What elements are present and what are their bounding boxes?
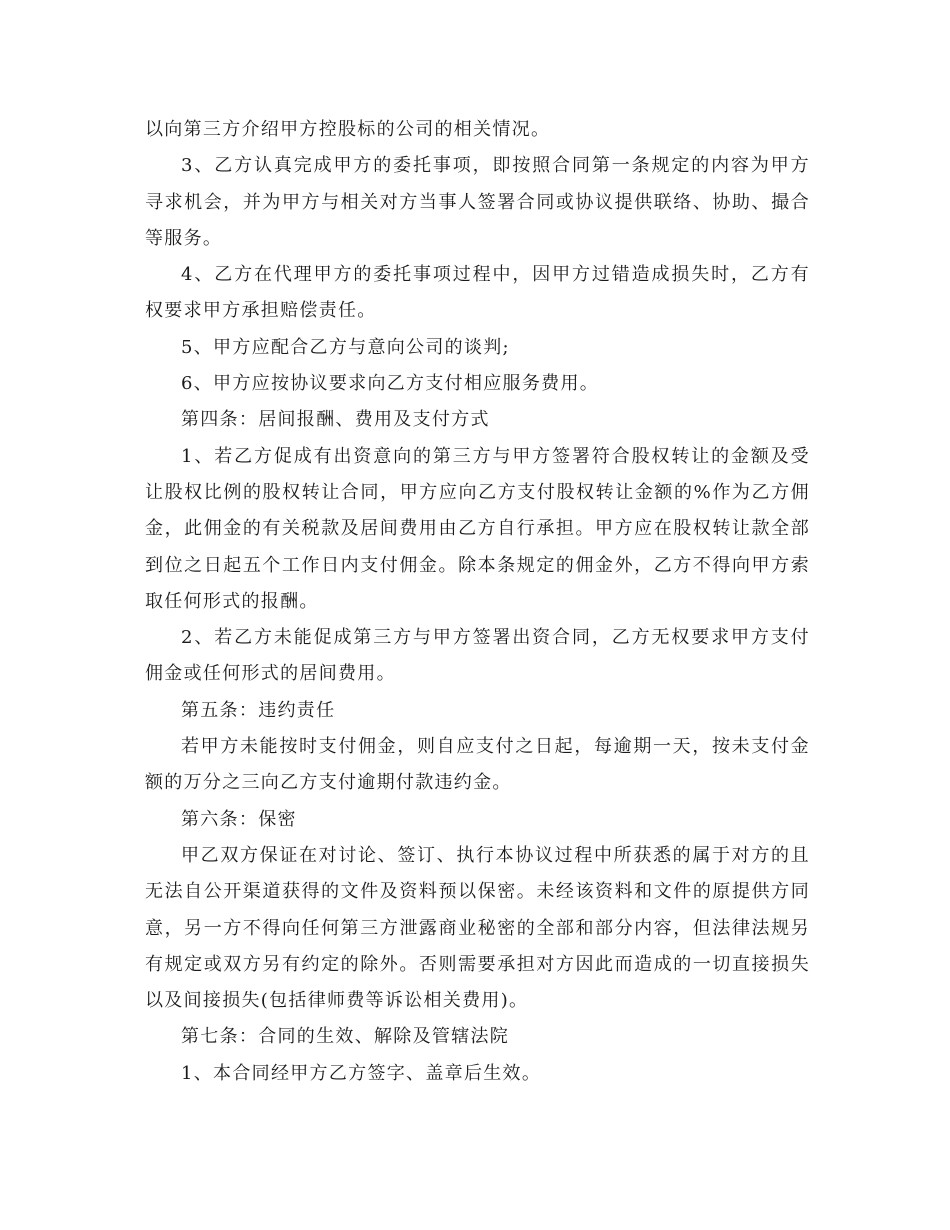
paragraph-clause-3: 3、乙方认真完成甲方的委托事项，即按照合同第一条规定的内容为甲方寻求机会，并为甲方与相关对方当事人签署合同或协议提供联络、协助、撮合等服务。 xyxy=(145,155,810,249)
paragraph-confidentiality: 甲乙双方保证在对讨论、签订、执行本协议过程中所获悉的属于对方的且无法自公开渠道获得的文件及资料预以保密。未经该资料和文件的原提供方同意，另一方不得向任何第三方泄露商业秘密的全部和部分内容，但法律法规另有规定或双方另有约定的除外。否则需要承担对方因此而造成的一切直接损失以及间接损失(包括律师费等诉讼相关费用)。 xyxy=(145,844,810,1012)
paragraph-breach: 若甲方未能按时支付佣金，则自应支付之日起，每逾期一天，按未支付金额的万分之三向乙方支付逾期付款违约金。 xyxy=(145,736,810,794)
paragraph-clause-4: 4、乙方在代理甲方的委托事项过程中，因甲方过错造成损失时，乙方有权要求甲方承担赔偿责任。 xyxy=(145,264,810,322)
section-heading-article-7: 第七条：合同的生效、解除及管辖法院 xyxy=(181,1026,510,1048)
paragraph-clause-5: 5、甲方应配合乙方与意向公司的谈判; xyxy=(181,336,510,358)
section-heading-article-6: 第六条：保密 xyxy=(181,808,297,830)
paragraph-commission-2: 2、若乙方未能促成第三方与甲方签署出资合同，乙方无权要求甲方支付佣金或任何形式的居间费用。 xyxy=(145,627,810,685)
section-heading-article-4: 第四条：居间报酬、费用及支付方式 xyxy=(181,409,490,431)
paragraph-effectiveness-1: 1、本合同经甲方乙方签字、盖章后生效。 xyxy=(181,1062,542,1084)
document-body xyxy=(145,112,810,1092)
section-heading-article-5: 第五条：违约责任 xyxy=(181,699,336,721)
paragraph-clause-6: 6、甲方应按协议要求向乙方支付相应服务费用。 xyxy=(181,373,600,395)
paragraph-continuation: 以向第三方介绍甲方控股标的公司的相关情况。 xyxy=(145,119,551,140)
paragraph-commission-1: 1、若乙方促成有出资意向的第三方与甲方签署符合股权转让的金额及受让股权比例的股权转让合同，甲方应向乙方支付股权转让金额的%作为乙方佣金，此佣金的有关税款及居间费用由乙方自行承担。甲方应在股权转让款全部到位之日起五个工作日内支付佣金。除本条规定的佣金外，乙方不得向甲方索取任何形式的报酬。 xyxy=(145,445,810,612)
